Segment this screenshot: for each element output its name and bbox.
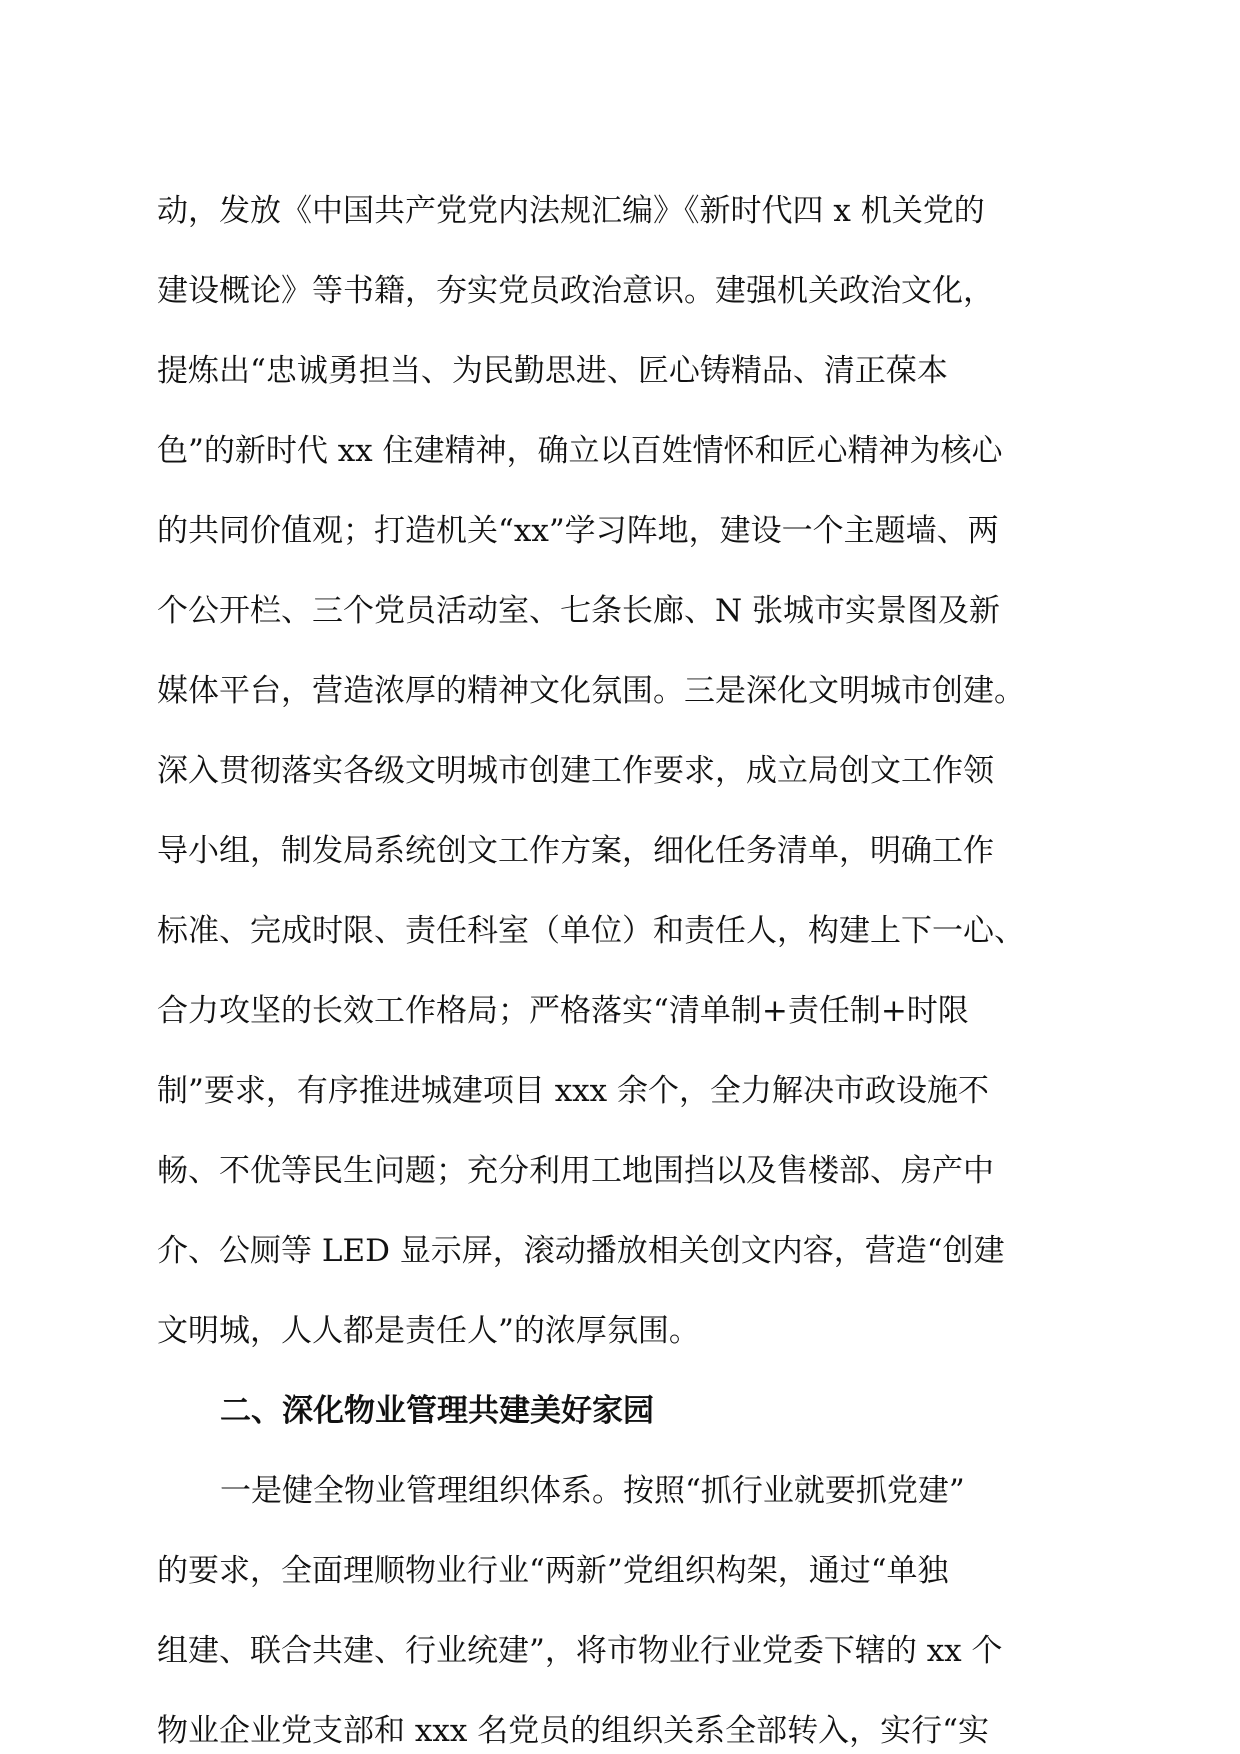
body-line-8: 深入贯彻落实各级文明城市创建工作要求，成立局创文工作领 [157,753,994,789]
body-line-4: 色”的新时代 xx 住建精神，确立以百姓情怀和匠心精神为核心 [157,433,1003,469]
body-line-7: 媒体平台，营造浓厚的精神文化氛围。三是深化文明城市创建。 [157,673,1025,709]
body-line-11: 合力攻坚的长效工作格局；严格落实“清单制+责任制+时限 [157,993,969,1029]
body-line-12: 制”要求，有序推进城建项目 xxx 余个，全力解决市政设施不 [157,1073,990,1109]
body-line-14: 介、公厕等 LED 显示屏，滚动播放相关创文内容，营造“创建 [157,1233,1005,1269]
body-line-9: 导小组，制发局系统创文工作方案，细化任务清单，明确工作 [157,833,994,869]
body-line-15: 文明城，人人都是责任人”的浓厚氛围。 [157,1313,700,1349]
body-line-13: 畅、不优等民生问题；充分利用工地围挡以及售楼部、房产中 [157,1153,994,1189]
body-line-6: 个公开栏、三个党员活动室、七条长廊、N 张城市实景图及新 [157,593,1000,629]
section-heading: 二、深化物业管理共建美好家园 [220,1393,654,1429]
section-line-2: 的要求，全面理顺物业行业“两新”党组织构架，通过“单独 [157,1553,949,1589]
section-line-4: 物业企业党支部和 xxx 名党员的组织关系全部转入，实行“实 [157,1713,990,1749]
body-line-5: 的共同价值观；打造机关“xx”学习阵地，建设一个主题墙、两 [157,513,999,549]
section-line-1: 一是健全物业管理组织体系。按照“抓行业就要抓党建” [220,1473,965,1509]
body-line-10: 标准、完成时限、责任科室（单位）和责任人，构建上下一心、 [157,913,1025,949]
body-line-1: 动，发放《中国共产党党内法规汇编》《新时代四 x 机关党的 [157,193,985,229]
body-line-2: 建设概论》等书籍，夯实党员政治意识。建强机关政治文化， [157,273,994,309]
body-line-3: 提炼出“忠诚勇担当、为民勤思进、匠心铸精品、清正葆本 [157,353,948,389]
section-line-3: 组建、联合共建、行业统建”，将市物业行业党委下辖的 xx 个 [157,1633,1003,1669]
